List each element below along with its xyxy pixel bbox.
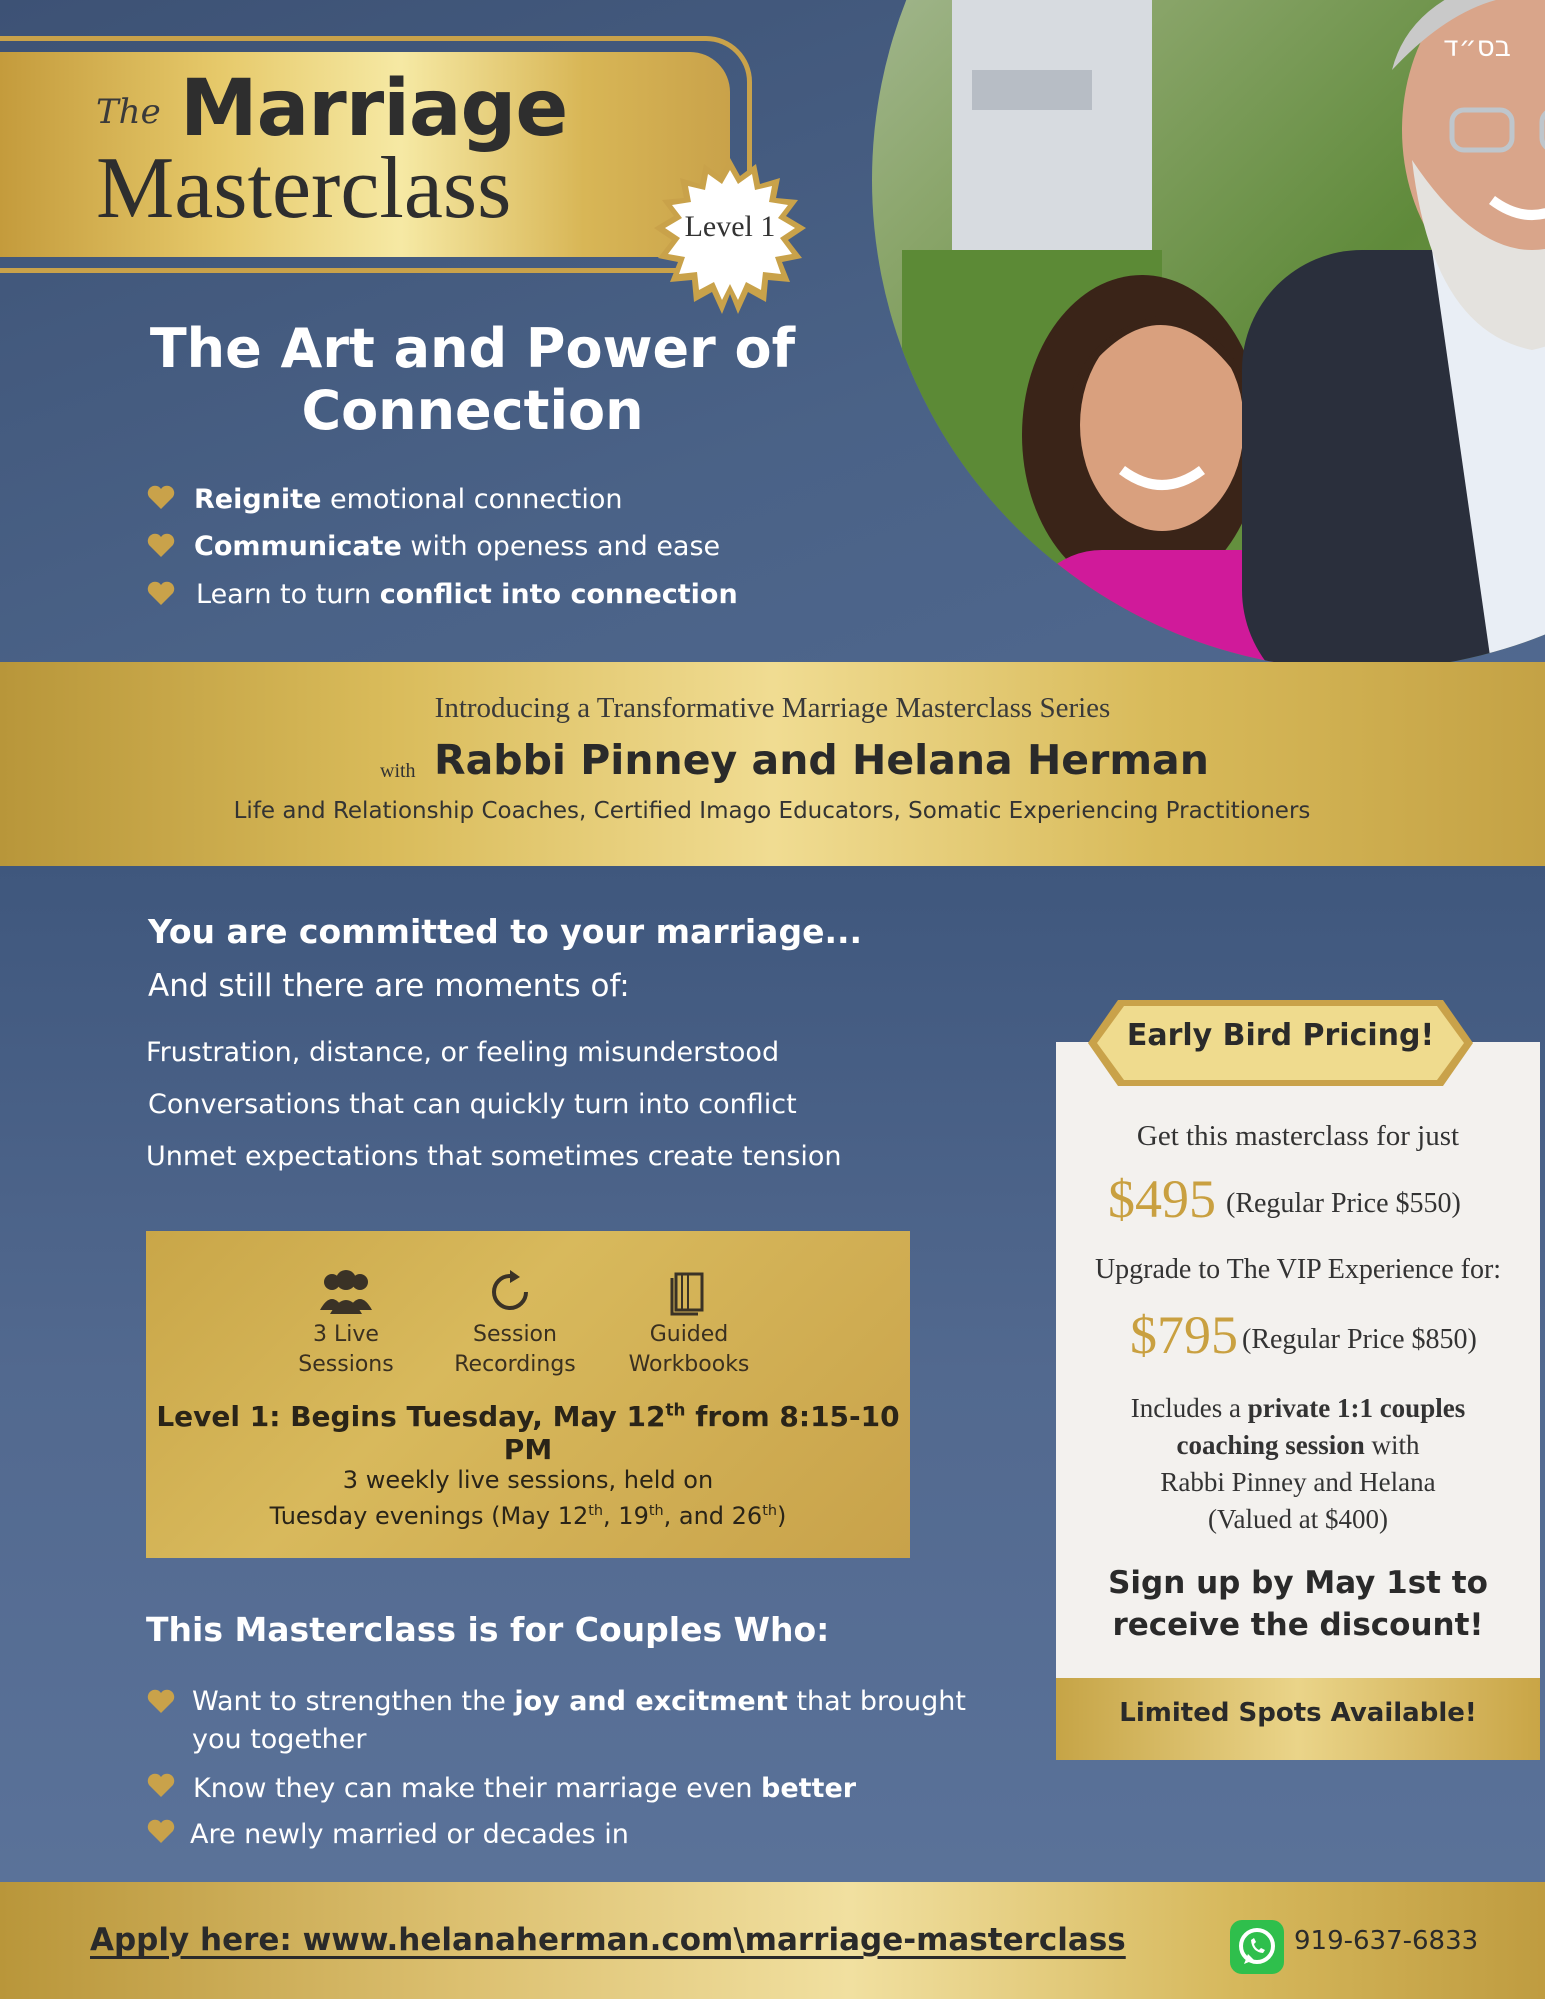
price-vip: $795 — [1130, 1305, 1238, 1365]
gold-heart-icon — [146, 532, 176, 558]
weekly-date-d: ) — [776, 1502, 787, 1530]
signup-deadline — [1056, 1562, 1540, 1646]
subtitle-line-2: Connection — [301, 379, 644, 442]
feature-line: 3 Live — [313, 1322, 379, 1347]
couple-bullet-2-pre: Know they can make their marriage even — [193, 1773, 762, 1804]
price-vip-regular: (Regular Price $850) — [1242, 1324, 1477, 1355]
couple-photo — [872, 0, 1545, 662]
includes-line-1 — [1056, 1390, 1540, 1427]
hero-bullet-2-rest: with openess and ease — [401, 531, 721, 562]
includes-b: private 1:1 couples — [1247, 1393, 1466, 1423]
hero-bullet-2-bold: Communicate — [194, 531, 402, 562]
level-line-post: from 8:15-10 PM — [503, 1400, 900, 1466]
weekly-sup: th — [762, 1503, 777, 1519]
couple-bullet-3: Are newly married or decades in — [190, 1819, 629, 1850]
feature-recordings — [425, 1320, 605, 1380]
hero-bullet-3 — [196, 579, 738, 610]
page-subtitle — [120, 318, 825, 442]
still-moments-line: And still there are moments of: — [148, 968, 630, 1004]
weekly-schedule — [146, 1462, 910, 1534]
feature-line: Guided — [649, 1322, 729, 1347]
gold-heart-icon — [146, 1818, 176, 1844]
couple-bullet-1-post: that brought — [787, 1686, 966, 1717]
feature-live-sessions — [256, 1320, 436, 1380]
phone-number[interactable]: 919-637-6833 — [1294, 1926, 1479, 1956]
limited-spots-label: Limited Spots Available! — [1119, 1698, 1477, 1728]
feature-line: Recordings — [454, 1352, 576, 1377]
gold-heart-icon — [146, 484, 176, 510]
get-this-line: Get this masterclass for just — [1136, 1120, 1460, 1152]
level-start-line — [146, 1400, 910, 1466]
weekly-date-b: , 19 — [603, 1502, 649, 1530]
includes-f: (Valued at $400) — [1208, 1504, 1388, 1534]
moment-item: Frustration, distance, or feeling misunderstood — [146, 1037, 780, 1068]
feature-line: Sessions — [298, 1352, 394, 1377]
weekly-date-c: , and 26 — [663, 1502, 763, 1530]
logo-the: The — [96, 92, 161, 132]
couple-bullet-1-bold: joy and excitment — [514, 1686, 788, 1717]
weekly-line-1: 3 weekly live sessions, held on — [342, 1466, 714, 1494]
gold-heart-icon — [146, 580, 176, 606]
hero-bullet-1-bold: Reignite — [194, 484, 322, 515]
level-line-sup: th — [665, 1399, 686, 1420]
price-early-regular: (Regular Price $550) — [1226, 1188, 1461, 1219]
weekly-date-a: Tuesday evenings (May 12 — [269, 1502, 589, 1530]
moment-item: Unmet expectations that sometimes create tension — [146, 1141, 842, 1172]
couple-bullet-2-bold: better — [761, 1773, 857, 1804]
host-roles: Life and Relationship Coaches, Certified Imago Educators, Somatic Experiencing Practitioners — [233, 798, 1311, 824]
hero-bullet-2 — [194, 531, 720, 562]
level-line-pre: Level 1: Begins Tuesday, May 12 — [156, 1400, 666, 1433]
couple-bullet-1-line2: you together — [192, 1724, 367, 1755]
hero-bullet-3-bold: conflict into connection — [379, 579, 738, 610]
signup-line-2: receive the discount! — [1112, 1607, 1484, 1643]
hero-bullet-1-rest: emotional connection — [321, 484, 623, 515]
includes-c: coaching session — [1176, 1430, 1365, 1460]
for-couples-heading: This Masterclass is for Couples Who: — [146, 1610, 830, 1649]
refresh-icon — [488, 1270, 532, 1314]
apply-link[interactable]: Apply here: www.helanaherman.com\marriage-masterclass — [90, 1922, 1126, 1958]
whatsapp-icon[interactable] — [1230, 1920, 1284, 1974]
hero-section — [0, 0, 1545, 662]
hero-bullet-1 — [194, 484, 623, 515]
logo-marriage: Marriage — [180, 64, 568, 154]
hero-bullet-3-pre: Learn to turn — [196, 579, 380, 610]
intro-with: with — [380, 760, 416, 782]
weekly-sup: th — [648, 1503, 664, 1519]
moment-item: Conversations that can quickly turn into conflict — [148, 1089, 797, 1120]
couple-bullet-2 — [193, 1770, 856, 1808]
committed-heading: You are committed to your marriage... — [148, 912, 863, 951]
intro-band — [0, 662, 1545, 866]
includes-e: Rabbi Pinney and Helana — [1160, 1467, 1436, 1497]
subtitle-line-1: The Art and Power of — [149, 317, 796, 380]
vip-includes — [1056, 1390, 1540, 1538]
vip-upgrade-line: Upgrade to The VIP Experience for: — [1094, 1254, 1502, 1285]
early-bird-label: Early Bird Pricing! — [1126, 1018, 1435, 1053]
couple-bullet-1-pre: Want to strengthen the — [192, 1686, 515, 1717]
group-icon — [318, 1270, 374, 1314]
weekly-line-2 — [146, 1498, 910, 1534]
gold-heart-icon — [146, 1688, 176, 1714]
price-early: $495 — [1108, 1169, 1216, 1229]
feature-line: Workbooks — [628, 1352, 750, 1377]
host-names: Rabbi Pinney and Helana Herman — [434, 736, 1209, 784]
gold-heart-icon — [146, 1772, 176, 1798]
feature-workbooks — [599, 1320, 779, 1380]
signup-line-1: Sign up by May 1st to — [1108, 1565, 1488, 1601]
couple-bullet-1 — [192, 1683, 966, 1759]
feature-line: Session — [473, 1322, 557, 1347]
level-badge-label: Level 1 — [684, 210, 776, 243]
includes-a: Includes a — [1130, 1393, 1248, 1423]
intro-line: Introducing a Transformative Marriage Masterclass Series — [434, 692, 1111, 724]
hebrew-mark: בס״ד — [1443, 30, 1511, 63]
logo-masterclass: Masterclass — [96, 140, 512, 237]
includes-line-2 — [1056, 1427, 1540, 1464]
weekly-sup: th — [588, 1503, 604, 1519]
includes-d: with — [1364, 1430, 1420, 1460]
book-icon — [668, 1270, 708, 1316]
